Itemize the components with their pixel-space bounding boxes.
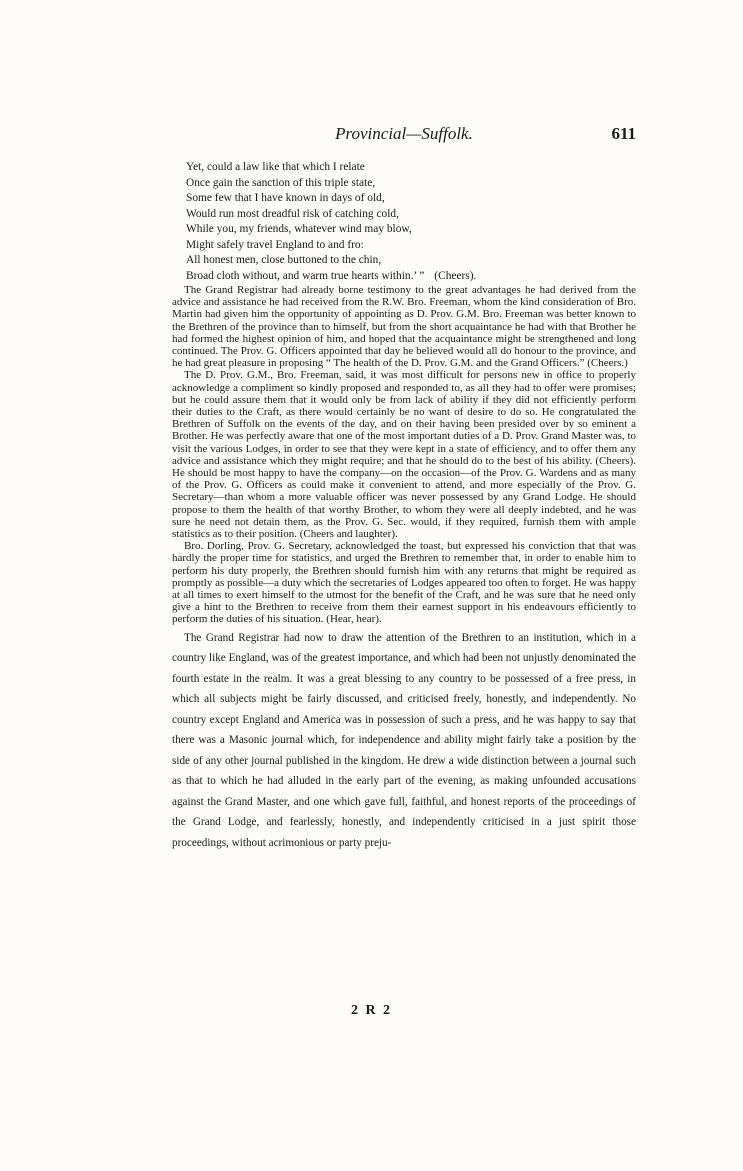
verse-line: Once gain the sanction of this triple state, — [186, 176, 376, 189]
page-header — [172, 124, 636, 148]
verse-quotation — [186, 160, 596, 284]
paragraph-freeman-reply: The D. Prov. G.M., Bro. Freeman, said, it was most difficult for persons new in office to properly acknowledge a compliment so kindly proposed and responded to, as all they had to offer were promises; but he could assure them that it would only be from lack of ability if they did not efficiently perform their duties to the Craft, as there would certainly be no want of desire to do so. He congratulated the Brethren of Suffolk on the events of the day, and on their having been presided over by so eminent a Brother. He was perfectly aware that one of the most important duties of a D. Prov. Grand Master was, to visit the various Lodges, in order to see that they were kept in a state of efficiency, and to offer them any advice and assistance which they might require; and that he should do to the best of his ability. (Cheers). He should be most happy to have the company—on the occasion—of the Prov. G. Wardens and as many of the Prov. G. Officers as could make it convenient to attend, and more especially of the Prov. G. Secretary—than whom a more valuable officer was never possessed by any Grand Lodge. He should propose to them the health of that worthy Brother, to whom they were all deeply indebted, and he was sure he need not detain them, as the Prov. G. Sec. would, if they required, furnish them with ample statistics as to their position. (Cheers and laughter). — [172, 369, 636, 541]
paragraph-grand-registrar-toast: The Grand Registrar had already borne testimony to the great advantages he had derived from the advice and assistance he had received from the R.W. Bro. Freeman, whom the kind consideration of Bro. Martin had given him the opportunity of appointing as D. Prov. G.M. Bro. Freeman was better known to the Brethren of the province than to himself, but from the short acquaintance he had with that Brother he had formed the highest opinion of him, and hoped that the acquaintance might be strengthened and long continued. The Prov. G. Officers appointed that day he believed would all do honour to the province, and he had great pleasure in proposing “ The health of the D. Prov. G.M. and the Grand Officers.” (Cheers.) — [172, 284, 636, 370]
body-text — [172, 284, 636, 853]
verse-line: Might safely travel England to and fro: — [186, 238, 364, 251]
paragraph-press-toast: The Grand Registrar had now to draw the attention of the Brethren to an institution, which in a country like England, was of the greatest importance, and which had been not unjustly denominated the fourth estate in the realm. It was a great blessing to any country to be possessed of a free press, in which all subjects might be fairly discussed, and criticised freely, honestly, and independently. No country except England and America was in possession of such a press, and he was happy to say that there was a Masonic journal which, for independence and ability might fairly take a position by the side of any other journal published in the kingdom. He drew a wide distinction between a journal such as that to which he had alluded in the early part of the evening, as making unfounded accusations against the Grand Master, and one which gave full, faithful, and honest reports of the proceedings of the Grand Lodge, and fearlessly, honestly, and independently criticised in a just spirit those proceedings, without acrimonious or party preju- — [172, 631, 636, 849]
verse-line-last — [186, 269, 596, 285]
page-number: 611 — [611, 124, 636, 143]
verse-line: Some few that I have known in days of old, — [186, 192, 385, 204]
verse-line: While you, my friends, whatever wind may blow, — [186, 223, 412, 235]
verse-line-text: Broad cloth without, and warm true hearts within.’ ” — [186, 269, 425, 282]
verse-line: Yet, could a law like that which I relate — [186, 161, 365, 173]
verse-line: Would run most dreadful risk of catching cold, — [186, 207, 399, 220]
paragraph-dorling-reply: Bro. Dorling, Prov. G. Secretary, acknowledged the toast, but expressed his conviction that that was hardly the proper time for statistics, and urged the Brethren to remember that, in order to enable him to perform his duty properly, the Brethren should furnish him with any returns that might be required as promptly as possible—a duty which the secretaries of Lodges appeared too often to forget. He was happy at all times to exert himself to the utmost for the benefit of the Craft, and he was sure that he need only give a hint to the Brethren to receive from them their earnest support in his endeavours efficiently to perform the duties of his situation. (Hear, hear). — [172, 540, 636, 626]
verse-cheers: (Cheers). — [434, 269, 477, 282]
verse-line: All honest men, close buttoned to the chin, — [186, 254, 382, 266]
running-title: Provincial—Suffolk. — [335, 124, 473, 143]
printer-signature-mark: 2 R 2 — [350, 1003, 393, 1018]
